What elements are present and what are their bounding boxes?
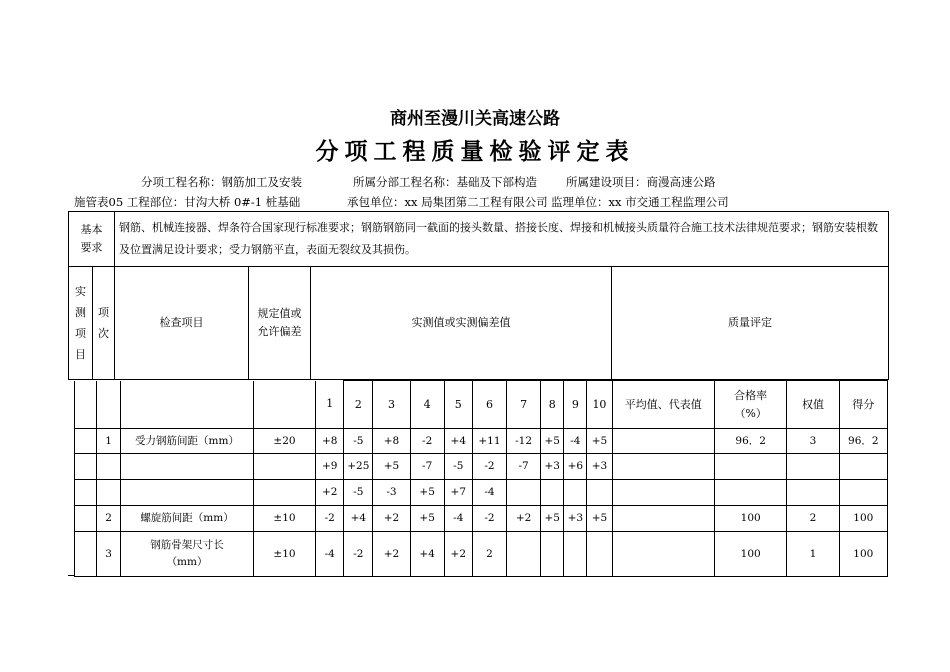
project-name: 所属建设项目：商漫高速公路 xyxy=(566,175,716,189)
row-avg xyxy=(612,480,715,506)
empty-cell xyxy=(253,381,315,429)
seq-char: 次 xyxy=(98,327,109,340)
table-row xyxy=(75,429,888,454)
measured-value: +9 xyxy=(316,454,344,480)
measured-value xyxy=(507,480,541,506)
measured-value: -12 xyxy=(507,429,541,454)
measured-value xyxy=(587,480,612,506)
measured-value: +7 xyxy=(444,480,472,506)
measured-value: -5 xyxy=(344,429,373,454)
measured-item-char: 项 xyxy=(75,327,86,340)
measured-value: +5 xyxy=(587,429,612,454)
empty-cell xyxy=(97,381,121,429)
empty-cell xyxy=(75,480,97,506)
measured-value: +5 xyxy=(410,480,444,506)
measured-value xyxy=(541,532,564,577)
measured-value: -2 xyxy=(344,532,373,577)
measured-value: +4 xyxy=(344,506,373,532)
score-header: 得分 xyxy=(839,381,887,429)
row-pass-rate: 96．2 xyxy=(715,429,787,454)
measured-value: +2 xyxy=(316,480,344,506)
row-score: 100 xyxy=(839,532,887,577)
row-weight xyxy=(787,480,839,506)
empty-cell xyxy=(75,532,97,577)
pass-rate-header xyxy=(715,381,787,429)
measured-value: +2 xyxy=(507,506,541,532)
measured-value xyxy=(564,532,587,577)
row-pass-rate xyxy=(715,454,787,480)
measured-value: +4 xyxy=(444,429,472,454)
col-number: 7 xyxy=(507,381,541,429)
empty-cell xyxy=(121,381,254,429)
table-corner-mark xyxy=(68,575,74,576)
row-seq xyxy=(97,480,121,506)
row-spec xyxy=(253,480,315,506)
row-item xyxy=(121,454,254,480)
sub-item-name: 分项工程名称：钢筋加工及安装 xyxy=(141,175,302,189)
measured-value: +11 xyxy=(472,429,506,454)
row-spec: ±20 xyxy=(253,429,315,454)
row-score: 100 xyxy=(839,506,887,532)
contractor: 承包单位：xx 局集团第二工程有限公司 xyxy=(347,195,548,209)
header-table xyxy=(68,211,889,380)
weight-header: 权值 xyxy=(787,381,839,429)
measured-value xyxy=(507,532,541,577)
measured-value: -2 xyxy=(410,429,444,454)
measured-value: +5 xyxy=(541,429,564,454)
measured-value: -7 xyxy=(410,454,444,480)
row-item-line2: （mm） xyxy=(166,556,208,568)
row-seq: 2 xyxy=(97,506,121,532)
row-spec: ±10 xyxy=(253,506,315,532)
measured-value: -4 xyxy=(444,506,472,532)
empty-cell xyxy=(75,381,97,429)
measured-value: -2 xyxy=(472,506,506,532)
col-number: 3 xyxy=(373,381,410,429)
empty-cell xyxy=(75,454,97,480)
measured-item-char: 测 xyxy=(75,306,86,319)
row-avg xyxy=(612,454,715,480)
basic-req-label-line2: 要求 xyxy=(80,241,103,254)
row-avg xyxy=(612,429,715,454)
row-weight: 1 xyxy=(787,532,839,577)
measured-value xyxy=(564,480,587,506)
row-item xyxy=(121,480,254,506)
row-weight: 3 xyxy=(787,429,839,454)
measured-item-char: 目 xyxy=(75,348,86,361)
row-seq xyxy=(97,454,121,480)
sub-header-row xyxy=(75,381,888,429)
basic-req-label xyxy=(69,212,115,267)
row-avg xyxy=(612,532,715,577)
row-item: 受力钢筋间距（mm） xyxy=(121,429,254,454)
row-spec xyxy=(253,454,315,480)
col-number: 5 xyxy=(444,381,472,429)
measured-value: +4 xyxy=(410,532,444,577)
basic-requirements-row xyxy=(69,212,889,267)
row-weight: 2 xyxy=(787,506,839,532)
measured-value: -4 xyxy=(564,429,587,454)
form-title: 商州至漫川关高速公路 xyxy=(390,109,560,129)
measured-value: -7 xyxy=(507,454,541,480)
measured-value xyxy=(587,532,612,577)
division-name: 所属分部工程名称：基础及下部构造 xyxy=(353,175,537,189)
measured-value: +5 xyxy=(373,454,410,480)
table-row xyxy=(75,532,888,577)
row-avg xyxy=(612,506,715,532)
spec-header-line2: 允许偏差 xyxy=(257,325,302,338)
measured-item-char: 实 xyxy=(75,285,86,298)
pass-rate-line2: （%） xyxy=(734,406,767,420)
row-pass-rate: 100 xyxy=(715,506,787,532)
empty-cell xyxy=(75,506,97,532)
col-number: 6 xyxy=(472,381,506,429)
basic-req-text: 钢筋、机械连接器、焊条符合国家现行标准要求；钢筋钢筋同一截面的接头数量、搭接长度、焊接和机械接头质量符合施工技术法律规范要求；钢筋安装根数及位置满足设计要求；受力钢筋平直，表面无裂纹及其损伤。 xyxy=(115,212,889,267)
main-header-row xyxy=(69,267,889,380)
measured-value: +3 xyxy=(587,454,612,480)
data-table xyxy=(74,380,888,577)
col-number: 9 xyxy=(564,381,587,429)
measured-value: +8 xyxy=(316,429,344,454)
empty-cell xyxy=(75,429,97,454)
measured-value: -2 xyxy=(472,454,506,480)
measured-value: +2 xyxy=(373,532,410,577)
quality-eval-header: 质量评定 xyxy=(612,267,889,380)
form-location: 施管表05 工程部位：甘沟大桥 0#-1 桩基础 xyxy=(74,195,301,209)
supervisor: 监理单位：xx 市交通工程监理公司 xyxy=(551,195,729,209)
measured-value: -3 xyxy=(373,480,410,506)
measured-value: +5 xyxy=(587,506,612,532)
measured-value: +5 xyxy=(410,506,444,532)
measured-value: +25 xyxy=(344,454,373,480)
spec-header-line1: 规定值或 xyxy=(257,307,302,321)
row-item: 螺旋筋间距（mm） xyxy=(121,506,254,532)
row-seq: 1 xyxy=(97,429,121,454)
col-number: 2 xyxy=(344,381,373,429)
measured-value: +5 xyxy=(541,506,564,532)
pass-rate-line1: 合格率 xyxy=(734,388,768,402)
measured-value: -2 xyxy=(316,506,344,532)
check-item-header: 检查项目 xyxy=(115,267,249,380)
measured-value: +8 xyxy=(373,429,410,454)
table-row xyxy=(75,480,888,506)
row-pass-rate: 100 xyxy=(715,532,787,577)
row-score xyxy=(839,454,887,480)
spec-header xyxy=(249,267,311,380)
measured-value: +6 xyxy=(564,454,587,480)
form-subtitle: 分项工程质量检验评定表 xyxy=(315,139,635,165)
measured-value: -4 xyxy=(316,532,344,577)
seq-char: 项 xyxy=(98,306,109,319)
row-weight xyxy=(787,454,839,480)
col-number: 1 xyxy=(316,381,344,429)
table-row xyxy=(75,454,888,480)
row-item-line1: 钢筋骨架尺寸长 xyxy=(150,539,224,552)
measured-value: -4 xyxy=(472,480,506,506)
row-item xyxy=(121,532,254,577)
measured-value: -5 xyxy=(444,454,472,480)
seq-header xyxy=(93,267,115,380)
col-number: 8 xyxy=(541,381,564,429)
measured-values-header: 实测值或实测偏差值 xyxy=(311,267,612,380)
row-spec: ±10 xyxy=(253,532,315,577)
col-number: 4 xyxy=(410,381,444,429)
measured-value: +2 xyxy=(444,532,472,577)
row-pass-rate xyxy=(715,480,787,506)
measured-value: +2 xyxy=(373,506,410,532)
avg-header: 平均值、代表值 xyxy=(612,381,715,429)
measured-item-header xyxy=(69,267,93,380)
measured-value: 2 xyxy=(472,532,506,577)
measured-value: -5 xyxy=(344,480,373,506)
measured-value: +3 xyxy=(564,506,587,532)
row-score xyxy=(839,480,887,506)
measured-value: +3 xyxy=(541,454,564,480)
row-seq: 3 xyxy=(97,532,121,577)
row-score: 96．2 xyxy=(839,429,887,454)
col-number: 10 xyxy=(587,381,612,429)
table-row xyxy=(75,506,888,532)
basic-req-label-line1: 基本 xyxy=(80,223,103,237)
measured-value xyxy=(541,480,564,506)
